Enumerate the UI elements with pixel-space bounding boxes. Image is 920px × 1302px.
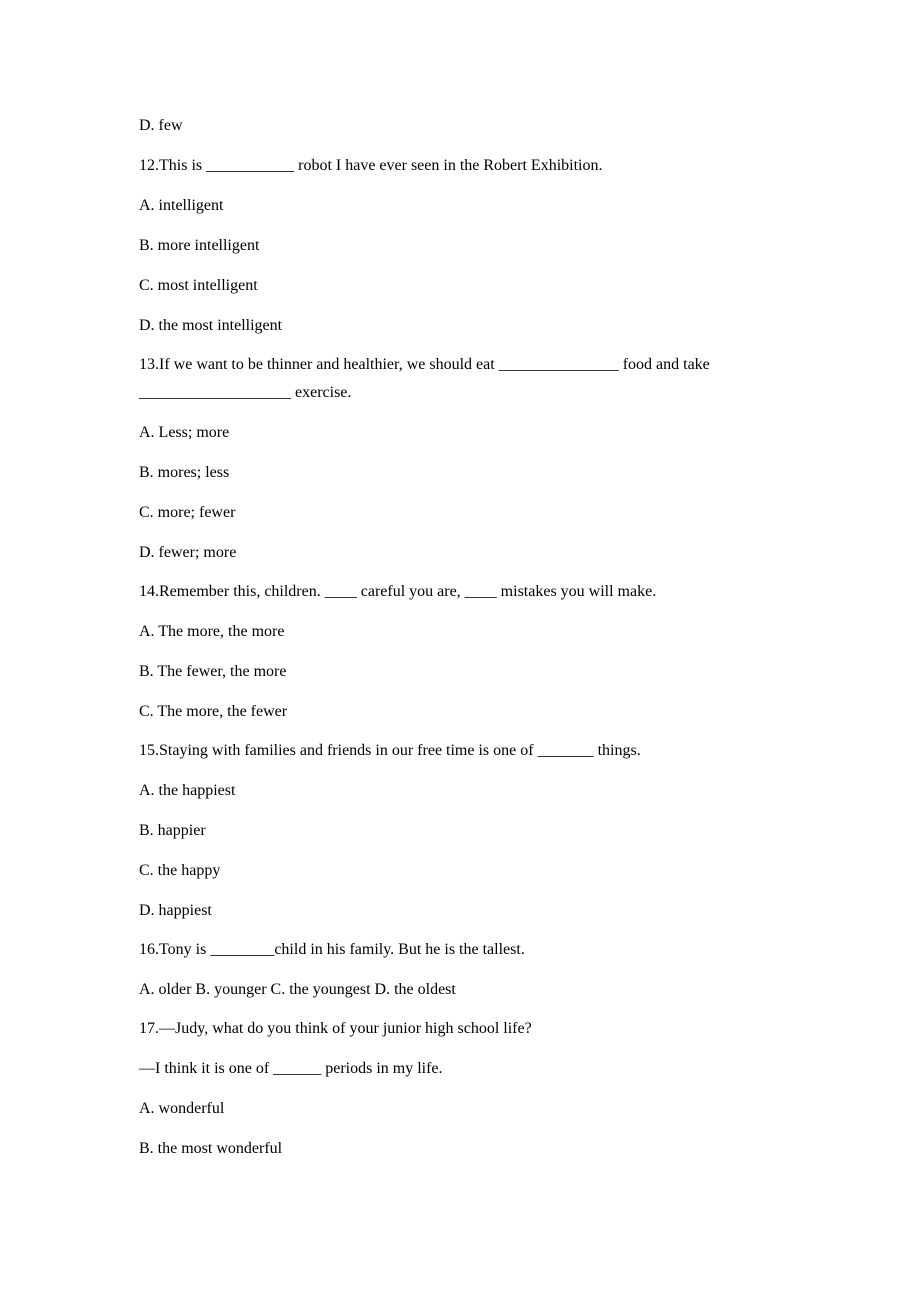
option-13-d: D. fewer; more xyxy=(139,544,237,561)
option-17-b: B. the most wonderful xyxy=(139,1140,283,1157)
option-12-b: B. more intelligent xyxy=(139,237,260,254)
question-17-line-2: —I think it is one of ______ periods in my life. xyxy=(139,1060,443,1077)
question-15: 15.Staying with families and friends in our free time is one of _______ things. xyxy=(139,742,641,759)
option-15-c: C. the happy xyxy=(139,862,221,879)
option-14-c: C. The more, the fewer xyxy=(139,703,288,720)
option-14-a: A. The more, the more xyxy=(139,623,285,640)
option-15-d: D. happiest xyxy=(139,902,212,919)
option-12-a: A. intelligent xyxy=(139,197,224,214)
question-16: 16.Tony is ________child in his family. But he is the tallest. xyxy=(139,941,525,958)
question-14: 14.Remember this, children. ____ careful you are, ____ mistakes you will make. xyxy=(139,583,657,600)
option-11-d: D. few xyxy=(139,117,183,134)
option-17-a: A. wonderful xyxy=(139,1100,225,1117)
option-13-a: A. Less; more xyxy=(139,424,230,441)
option-14-b: B. The fewer, the more xyxy=(139,663,287,680)
question-13-line-2: ___________________ exercise. xyxy=(139,384,352,401)
options-16: A. older B. younger C. the youngest D. the oldest xyxy=(139,981,456,998)
option-13-b: B. mores; less xyxy=(139,464,230,481)
option-15-b: B. happier xyxy=(139,822,206,839)
question-13-line-1: 13.If we want to be thinner and healthier, we should eat _______________ food and take xyxy=(139,356,710,373)
option-12-c: C. most intelligent xyxy=(139,277,258,294)
option-15-a: A. the happiest xyxy=(139,782,236,799)
option-13-c: C. more; fewer xyxy=(139,504,236,521)
option-12-d: D. the most intelligent xyxy=(139,317,283,334)
question-12: 12.This is ___________ robot I have ever seen in the Robert Exhibition. xyxy=(139,157,603,174)
question-17-line-1: 17.—Judy, what do you think of your junior high school life? xyxy=(139,1020,532,1037)
